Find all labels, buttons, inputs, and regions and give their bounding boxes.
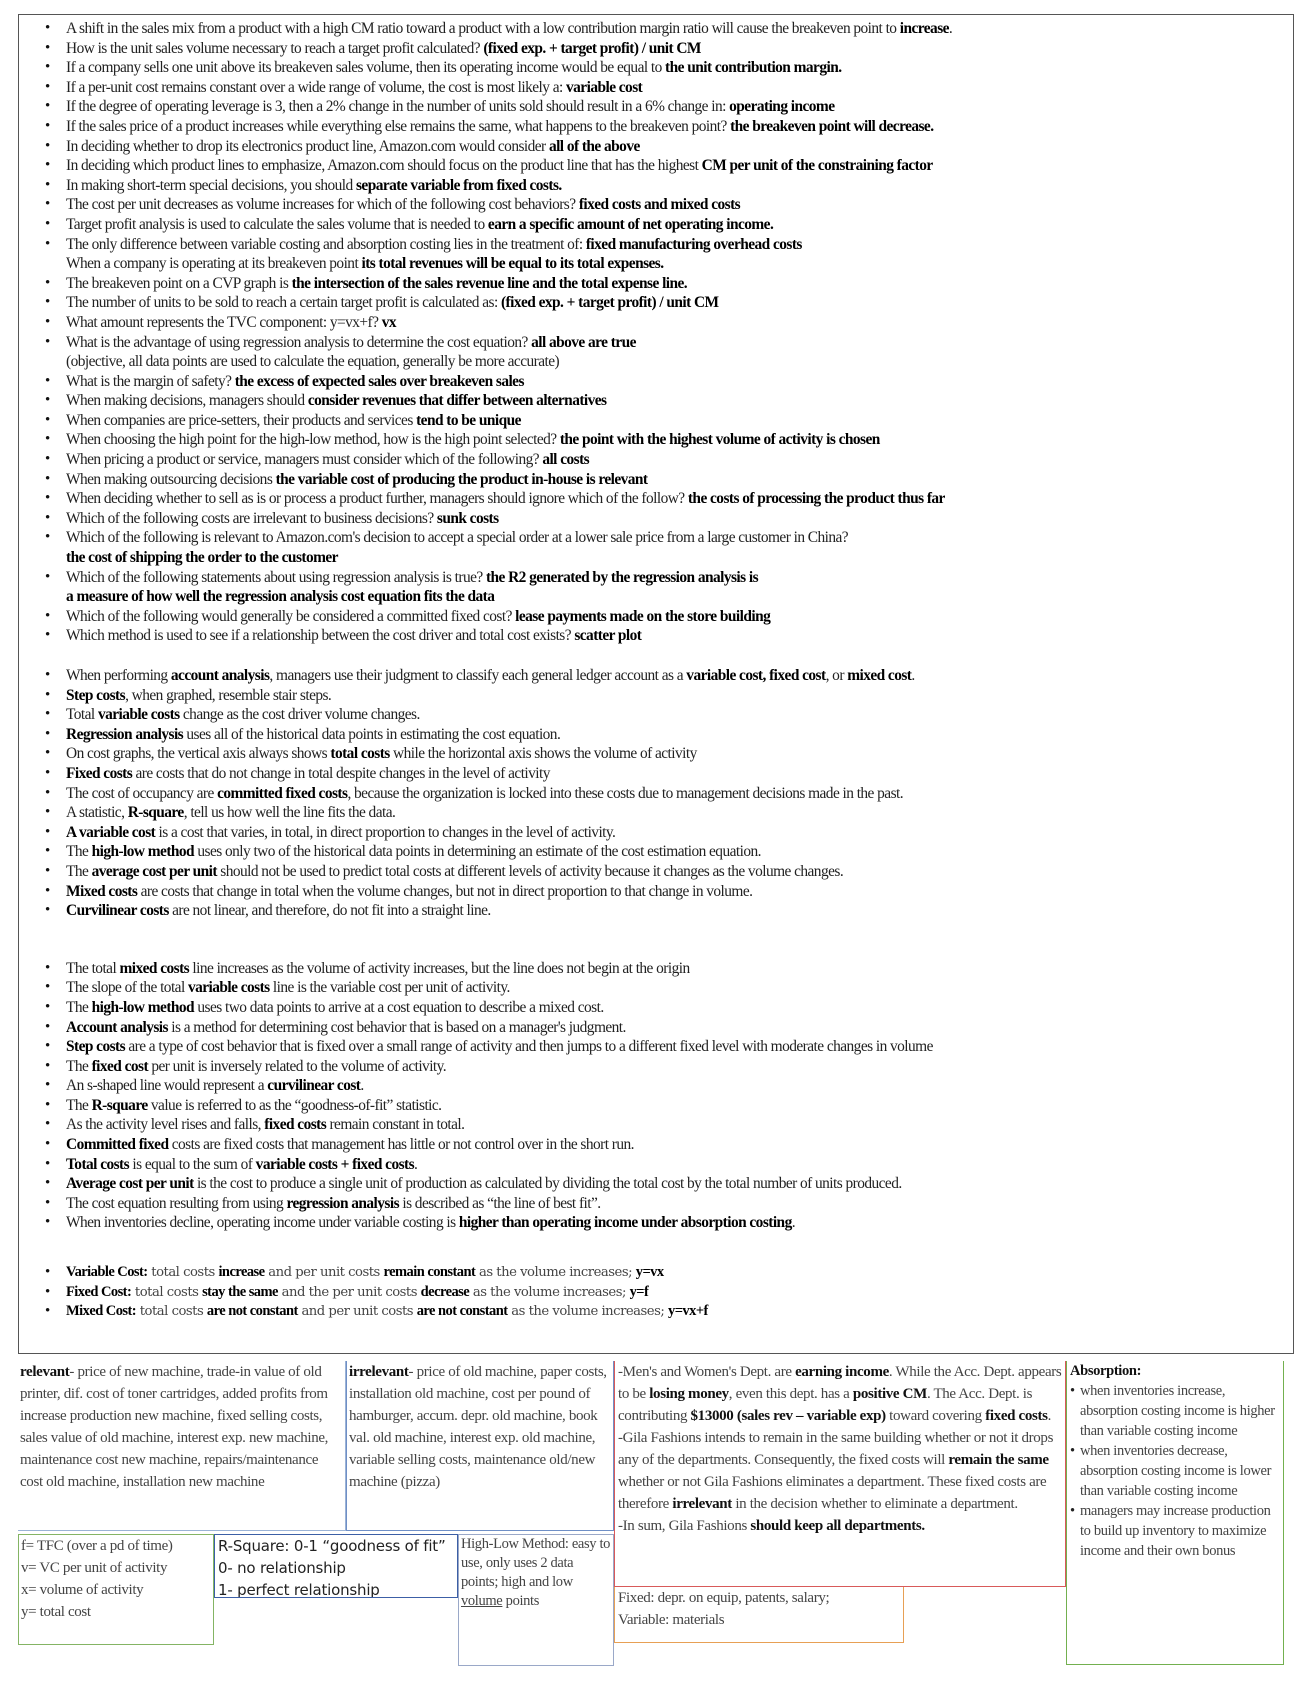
body-text: while the horizontal axis shows the volume of activity — [389, 745, 697, 763]
question-text: When a company is operating at its breakeven point — [66, 255, 362, 273]
fact-item — [45, 1037, 1285, 1057]
fact-item — [45, 1018, 1285, 1038]
fact-item — [45, 1115, 1285, 1135]
answer-text: the variable cost of producing the product in-house is relevant — [275, 470, 648, 488]
body-text: and per unit costs — [297, 1304, 417, 1320]
question-text: . — [948, 20, 953, 37]
body-text: The — [66, 843, 92, 861]
body-text: are costs that do not change in total despite changes in the level of activity — [132, 764, 550, 782]
list-item — [45, 195, 1285, 215]
emphasis-text: variable costs — [97, 706, 180, 724]
fixed-examples: Fixed: depr. on equip, patents, salary; — [618, 1590, 830, 1606]
body-text: , because the organization is locked into these costs due to management decisions made in the past. — [347, 784, 904, 802]
question-text: What amount represents the TVC component: y=vx+f? — [66, 313, 382, 331]
body-text: total costs — [131, 1284, 203, 1300]
emphasis-text: fixed costs — [264, 1116, 327, 1134]
emphasis-text: y=vx+f — [668, 1303, 708, 1320]
list-item — [45, 372, 1285, 392]
fixed-variable-examples-box — [614, 1587, 904, 1643]
absorption-heading: Absorption: — [1070, 1363, 1142, 1379]
emphasis-text: variable costs — [187, 979, 270, 997]
fact-item — [45, 959, 1285, 979]
answer-text: sunk costs — [436, 509, 499, 527]
body-text: , even this dept. has a — [728, 1386, 853, 1402]
list-item — [45, 352, 1285, 372]
fact-item — [45, 1076, 1285, 1096]
r-square-title: R-Square: 0-1 “goodness of fit” — [218, 1537, 446, 1555]
fact-item — [45, 1213, 1285, 1233]
list-item — [45, 235, 1285, 255]
body-text: -Men's and Women's Dept. are — [618, 1364, 796, 1380]
emphasis-text: remain constant — [383, 1264, 476, 1281]
question-text: What is the advantage of using regression analysis to determine the cost equation? — [66, 333, 532, 351]
emphasis-text: committed fixed costs — [217, 784, 348, 802]
summary-item — [45, 1263, 1285, 1283]
body-text: . — [911, 667, 915, 684]
body-text: -In sum, Gila Fashions — [618, 1518, 751, 1534]
emphasis-text: curvilinear cost — [267, 1077, 361, 1095]
body-text: remain constant in total. — [326, 1116, 465, 1134]
cost-formula-legend-box — [18, 1534, 214, 1645]
fact-item — [45, 1194, 1285, 1214]
list-item — [45, 58, 1285, 78]
definition-item — [45, 882, 1285, 902]
definition-item — [45, 842, 1285, 862]
emphasis-text: high-low method — [91, 998, 195, 1016]
emphasis-text: fixed cost — [91, 1057, 149, 1075]
answer-text: (fixed exp. + target profit) / unit CM — [500, 294, 719, 312]
body-text: as the volume increases; — [475, 1265, 636, 1281]
answer-text: the costs of processing the product thus far — [687, 490, 945, 508]
question-text: When making decisions, managers should — [66, 392, 308, 410]
definition-item — [45, 666, 1285, 686]
emphasis-text: y=f — [629, 1283, 649, 1300]
emphasis-text: Total costs — [66, 1155, 130, 1173]
list-item — [45, 587, 1285, 607]
body-text: in the decision whether to eliminate a department. — [731, 1496, 1018, 1512]
department-paragraph — [618, 1427, 1062, 1515]
list-item — [45, 39, 1285, 59]
body-text: The slope of the total — [66, 979, 188, 997]
emphasis-text: are not constant — [416, 1303, 508, 1320]
body-text: is the cost to produce a single unit of production as calculated by dividing the total cost by the total number of units produced. — [193, 1175, 902, 1193]
body-text: is a method for determining cost behavior that is based on a manager's judgment. — [167, 1018, 626, 1036]
answer-text: consider revenues that differ between alternatives — [307, 392, 607, 410]
emphasis-text: irrelevant — [672, 1496, 732, 1512]
question-text: Which method is used to see if a relationship between the cost driver and total cost exists? — [66, 627, 575, 645]
answer-text: increase — [899, 20, 949, 37]
body-text: are costs that change in total when the volume changes, but not in direct proportion to that change in volume. — [137, 882, 753, 900]
definition-item — [45, 823, 1285, 843]
emphasis-text: account analysis — [170, 667, 270, 684]
question-text: When making outsourcing decisions — [66, 470, 276, 488]
list-item — [45, 430, 1285, 450]
list-item — [45, 333, 1285, 353]
list-item — [45, 117, 1285, 137]
emphasis-text: Variable Cost: — [66, 1264, 148, 1281]
department-decision-box — [614, 1361, 1066, 1587]
absorption-text: when inventories decrease, absorption costing income is lower than variable costing income — [1080, 1443, 1272, 1499]
body-text: On cost graphs, the vertical axis always shows — [66, 745, 331, 763]
irrelevant-heading: irrelevant — [349, 1364, 409, 1380]
body-text: total costs — [136, 1304, 207, 1320]
answer-text: CM per unit of the constraining factor — [701, 157, 933, 175]
emphasis-text: Account analysis — [66, 1018, 168, 1036]
body-text: line increases as the volume of activity increases, but the line does not begin at the origin — [189, 959, 690, 977]
question-text: Which of the following would generally be considered a committed fixed cost? — [66, 607, 516, 625]
list-item — [45, 470, 1285, 490]
body-text: are not linear, and therefore, do not fit into a straight line. — [168, 902, 491, 920]
question-text: When pricing a product or service, managers must consider which of the following? — [66, 451, 543, 469]
formula-y: y= total cost — [21, 1604, 91, 1620]
definition-item — [45, 901, 1285, 921]
question-text: What is the margin of safety? — [66, 372, 235, 390]
question-text: When choosing the high point for the high-low method, how is the high point selected? — [66, 431, 560, 449]
body-text: total costs — [147, 1265, 219, 1281]
list-item — [45, 274, 1285, 294]
high-low-underlined: volume — [461, 1593, 503, 1609]
relevant-text: - price of new machine, trade-in value of old printer, dif. cost of toner cartridges, added profits from increase production new machine, fixed selling costs, sales value of old machine, interest exp. new machine, maintenance cost new machine, repairs/maintenance cost old machine, installation new machine — [20, 1364, 329, 1490]
answer-text: (fixed exp. + target profit) / unit CM — [483, 39, 701, 57]
answer-text: the cost of shipping the order to the customer — [66, 549, 338, 567]
body-text: , or — [825, 667, 848, 684]
answer-text: the excess of expected sales over breakeven sales — [234, 372, 524, 390]
list-item — [45, 137, 1285, 157]
answer-text: fixed costs and mixed costs — [578, 196, 741, 214]
emphasis-text: total costs — [330, 745, 390, 763]
body-text: The — [66, 1096, 92, 1114]
question-text: Which of the following is relevant to Amazon.com's decision to accept a special order at a lower sale price from a large customer in China? — [66, 529, 849, 547]
definition-item — [45, 725, 1285, 745]
irrelevant-text: - price of old machine, paper costs, installation old machine, cost per pound of hamburger, accum. depr. old machine, book val. old machine, interest exp. old machine, variable selling costs, maintenance old/new machine (pizza) — [349, 1364, 607, 1490]
question-text: If the degree of operating leverage is 3, then a 2% change in the number of units sold should result in a 6% change in: — [66, 98, 730, 116]
body-text: , managers use their judgment to classify each general ledger account as a — [269, 667, 687, 684]
list-item — [45, 78, 1285, 98]
answer-text: scatter plot — [574, 627, 642, 645]
fact-item — [45, 1174, 1285, 1194]
definition-item — [45, 764, 1285, 784]
answer-text: a measure of how well the regression analysis cost equation fits the data — [66, 588, 495, 606]
list-item — [45, 411, 1285, 431]
body-text: Total — [66, 706, 98, 724]
body-text: and the per unit costs — [277, 1284, 421, 1300]
body-text: value is referred to as the “goodness-of-fit” statistic. — [147, 1096, 442, 1114]
emphasis-text: R-square — [91, 1096, 148, 1114]
body-text: whether or not Gila Fashions eliminates a department. These fixed costs are therefore — [618, 1474, 1047, 1512]
emphasis-text: Fixed costs — [66, 764, 133, 782]
emphasis-text: Mixed costs — [66, 882, 138, 900]
definition-item — [45, 784, 1285, 804]
body-text: is described as “the line of best fit”. — [399, 1194, 601, 1212]
answer-text: earn a specific amount of net operating income. — [487, 215, 774, 233]
absorption-text: managers may increase production to build up inventory to maximize income and their own bonus — [1080, 1503, 1271, 1559]
body-text: . — [791, 1214, 796, 1232]
emphasis-text: are not constant — [206, 1303, 298, 1320]
emphasis-text: Average cost per unit — [66, 1175, 194, 1193]
r-square-box — [214, 1534, 458, 1598]
body-text: The — [66, 998, 92, 1016]
body-text: . — [1047, 1408, 1051, 1424]
formula-x: x= volume of activity — [21, 1582, 144, 1598]
emphasis-text: earning income — [795, 1364, 889, 1380]
body-text: . While the Acc. Dept. appears to be — [618, 1364, 1062, 1402]
emphasis-text: Fixed Cost: — [66, 1283, 132, 1300]
body-text: . — [414, 1155, 418, 1173]
relevant-costs-box — [18, 1361, 346, 1531]
body-text: A statistic, — [66, 804, 128, 822]
variable-examples: Variable: materials — [618, 1612, 725, 1628]
answer-text: the intersection of the sales revenue line and the total expense line. — [291, 274, 688, 292]
relevant-heading: relevant — [20, 1364, 70, 1380]
body-text: The — [66, 1057, 92, 1075]
high-low-method-box — [458, 1534, 614, 1666]
list-item — [45, 313, 1285, 333]
question-text: Which of the following costs are irrelevant to business decisions? — [66, 509, 437, 527]
answer-text: all costs — [542, 451, 590, 469]
answer-text: the R2 generated by the regression analysis is — [485, 568, 759, 586]
department-paragraph — [618, 1361, 1062, 1427]
definition-item — [45, 862, 1285, 882]
absorption-item — [1070, 1381, 1280, 1441]
body-text: , when graphed, resemble stair steps. — [125, 686, 332, 704]
emphasis-text: increase — [218, 1264, 265, 1281]
absorption-text: when inventories increase, absorption costing income is higher than variable costing income — [1080, 1383, 1275, 1439]
list-item — [45, 156, 1285, 176]
fact-item — [45, 1096, 1285, 1116]
question-text: Target profit analysis is used to calculate the sales volume that is needed to — [66, 215, 488, 233]
summary-item — [45, 1302, 1285, 1322]
body-text: , tell us how well the line fits the data. — [183, 804, 396, 822]
question-text: If a per-unit cost remains constant over a wide range of volume, the cost is most likely a: — [66, 78, 567, 96]
list-item — [45, 489, 1285, 509]
body-text: When inventories decline, operating income under variable costing is — [66, 1214, 459, 1232]
emphasis-text: stay the same — [202, 1283, 278, 1300]
irrelevant-costs-box — [346, 1361, 614, 1531]
body-text: When performing — [66, 667, 171, 684]
body-text: costs are fixed costs that management has little or not control over in the short run. — [168, 1136, 634, 1154]
emphasis-text: mixed costs — [119, 959, 190, 977]
body-text: As the activity level rises and falls, — [66, 1116, 265, 1134]
study-notes-main — [18, 14, 1294, 1354]
body-text: per unit is inversely related to the volume of activity. — [148, 1057, 447, 1075]
answer-text: fixed manufacturing overhead costs — [585, 235, 802, 253]
definition-item — [45, 744, 1285, 764]
emphasis-text: average cost per unit — [91, 862, 217, 880]
emphasis-text: mixed cost — [847, 667, 912, 684]
body-text: . — [360, 1077, 364, 1095]
emphasis-text: Mixed Cost: — [66, 1303, 137, 1320]
fact-item — [45, 978, 1285, 998]
emphasis-text: A variable cost — [66, 823, 156, 841]
body-text: are a type of cost behavior that is fixed over a small range of activity and then jumps to a different fixed level with moderate changes in volume — [125, 1038, 933, 1056]
emphasis-text: Step costs — [66, 686, 126, 704]
fact-item — [45, 1155, 1285, 1175]
answer-text: separate variable from fixed costs. — [355, 176, 562, 194]
body-text: uses two data points to arrive at a cost equation to describe a mixed cost. — [194, 998, 604, 1016]
emphasis-text: decrease — [420, 1283, 470, 1300]
body-text: is equal to the sum of — [129, 1155, 256, 1173]
list-item — [45, 215, 1285, 235]
body-text: uses only two of the historical data points in determining an estimate of the cost estimation equation. — [194, 843, 761, 861]
r-square-zero: 0- no relationship — [218, 1559, 346, 1577]
emphasis-text: losing money — [649, 1386, 729, 1402]
list-item — [45, 254, 1285, 274]
list-item — [45, 509, 1285, 529]
definition-item — [45, 705, 1285, 725]
emphasis-text: fixed costs — [985, 1408, 1048, 1424]
list-item — [45, 548, 1285, 568]
formula-v: v= VC per unit of activity — [21, 1560, 168, 1576]
definition-list — [45, 666, 1285, 921]
question-text: In deciding which product lines to emphasize, Amazon.com should focus on the product line that has the highest — [66, 157, 702, 175]
emphasis-text: Regression analysis — [66, 725, 184, 743]
high-low-end: points — [502, 1593, 540, 1609]
question-text: The breakeven point on a CVP graph is — [66, 274, 292, 292]
emphasis-text: R-square — [127, 804, 184, 822]
summary-item — [45, 1283, 1285, 1303]
answer-text: operating income — [729, 98, 835, 116]
answer-text: its total revenues will be equal to its total expenses. — [361, 255, 664, 273]
question-text: Which of the following statements about using regression analysis is true? — [66, 568, 486, 586]
answer-text: the unit contribution margin. — [665, 59, 842, 77]
answer-text: tend to be unique — [416, 411, 521, 429]
emphasis-text: variable cost, fixed cost — [686, 667, 826, 684]
absorption-item — [1070, 1441, 1280, 1501]
body-text: The cost equation resulting from using — [66, 1194, 287, 1212]
question-text: When deciding whether to sell as is or process a product further, managers should ignore which of the follow? — [66, 490, 688, 508]
question-text: When companies are price-setters, their products and services — [66, 411, 417, 429]
fact-list — [45, 959, 1285, 1233]
question-text: If a company sells one unit above its breakeven sales volume, then its operating income would be equal to — [66, 59, 666, 77]
list-item — [45, 626, 1285, 646]
question-text: The only difference between variable costing and absorption costing lies in the treatment of: — [66, 235, 586, 253]
body-text: and per unit costs — [264, 1265, 384, 1281]
cost-behavior-summary-list — [45, 1263, 1285, 1322]
fact-item — [45, 1057, 1285, 1077]
department-paragraph — [618, 1515, 1062, 1537]
body-text: should not be used to predict total costs at different levels of activity because it changes as the volume changes. — [216, 862, 844, 880]
emphasis-text: remain the same — [948, 1452, 1049, 1468]
body-text: -Gila Fashions intends to remain in the same building whether or not it drops any of the departments. Consequently, the fixed costs will — [618, 1430, 1054, 1468]
fact-item — [45, 998, 1285, 1018]
emphasis-text: $13000 (sales rev – variable exp) — [690, 1408, 886, 1424]
body-text: change as the cost driver volume changes. — [179, 706, 420, 724]
body-text: line is the variable cost per unit of activity. — [269, 979, 510, 997]
answer-text: variable cost — [566, 78, 643, 96]
question-text: (objective, all data points are used to calculate the equation, generally be more accurate) — [66, 353, 560, 371]
list-item — [45, 391, 1285, 411]
body-text: as the volume increases; — [507, 1304, 669, 1320]
answer-text: the breakeven point will decrease. — [730, 117, 934, 135]
fact-item — [45, 1135, 1285, 1155]
emphasis-text: y=vx — [635, 1264, 664, 1281]
r-square-one: 1- perfect relationship — [218, 1581, 380, 1598]
body-text: toward covering — [885, 1408, 986, 1424]
emphasis-text: higher than operating income under absorption costing — [458, 1214, 792, 1232]
review-question-list — [45, 19, 1285, 646]
body-text: as the volume increases; — [469, 1284, 630, 1300]
list-item — [45, 450, 1285, 470]
body-text: The total — [66, 959, 120, 977]
emphasis-text: positive CM — [852, 1386, 927, 1402]
question-text: How is the unit sales volume necessary to reach a target profit calculated? — [66, 39, 484, 57]
list-item — [45, 528, 1285, 548]
question-text: The cost per unit decreases as volume increases for which of the following cost behaviors? — [66, 196, 579, 214]
absorption-item — [1070, 1501, 1280, 1561]
body-text: is a cost that varies, in total, in direct proportion to changes in the level of activity. — [155, 823, 616, 841]
definition-item — [45, 686, 1285, 706]
emphasis-text: Committed fixed — [66, 1136, 169, 1154]
body-text: The cost of occupancy are — [66, 784, 218, 802]
list-item — [45, 19, 1285, 39]
body-text: The — [66, 862, 92, 880]
answer-text: lease payments made on the store building — [515, 607, 771, 625]
question-text: In making short-term special decisions, you should — [66, 176, 356, 194]
question-text: In deciding whether to drop its electronics product line, Amazon.com would consider — [66, 137, 549, 155]
question-text: The number of units to be sold to reach a certain target profit is calculated as: — [66, 294, 501, 312]
list-item — [45, 607, 1285, 627]
body-text: uses all of the historical data points in estimating the cost equation. — [183, 725, 561, 743]
question-text: If the sales price of a product increases while everything else remains the same, what happens to the breakeven point? — [66, 117, 731, 135]
high-low-text: High-Low Method: easy to use, only uses 2 data points; high and low — [461, 1536, 611, 1590]
answer-text: vx — [381, 313, 396, 331]
emphasis-text: Step costs — [66, 1038, 126, 1056]
formula-f: f= TFC (over a pd of time) — [21, 1538, 173, 1554]
emphasis-text: should keep all departments. — [750, 1518, 925, 1534]
definition-item — [45, 803, 1285, 823]
list-item — [45, 293, 1285, 313]
emphasis-text: high-low method — [91, 843, 195, 861]
answer-text: all above are true — [531, 333, 636, 351]
emphasis-text: regression analysis — [286, 1194, 400, 1212]
question-text: A shift in the sales mix from a product with a high CM ratio toward a product with a low contribution margin ratio will cause the breakeven point to — [66, 20, 900, 37]
emphasis-text: variable costs + fixed costs — [255, 1155, 415, 1173]
absorption-costing-box — [1066, 1361, 1284, 1665]
answer-text: the point with the highest volume of activity is chosen — [559, 431, 880, 449]
body-text: An s-shaped line would represent a — [66, 1077, 268, 1095]
absorption-list — [1070, 1381, 1280, 1561]
list-item — [45, 97, 1285, 117]
emphasis-text: Curvilinear costs — [66, 902, 169, 920]
answer-text: all of the above — [548, 137, 640, 155]
body-text: . The Acc. Dept. is contributing — [618, 1386, 1033, 1424]
list-item — [45, 568, 1285, 588]
list-item — [45, 176, 1285, 196]
